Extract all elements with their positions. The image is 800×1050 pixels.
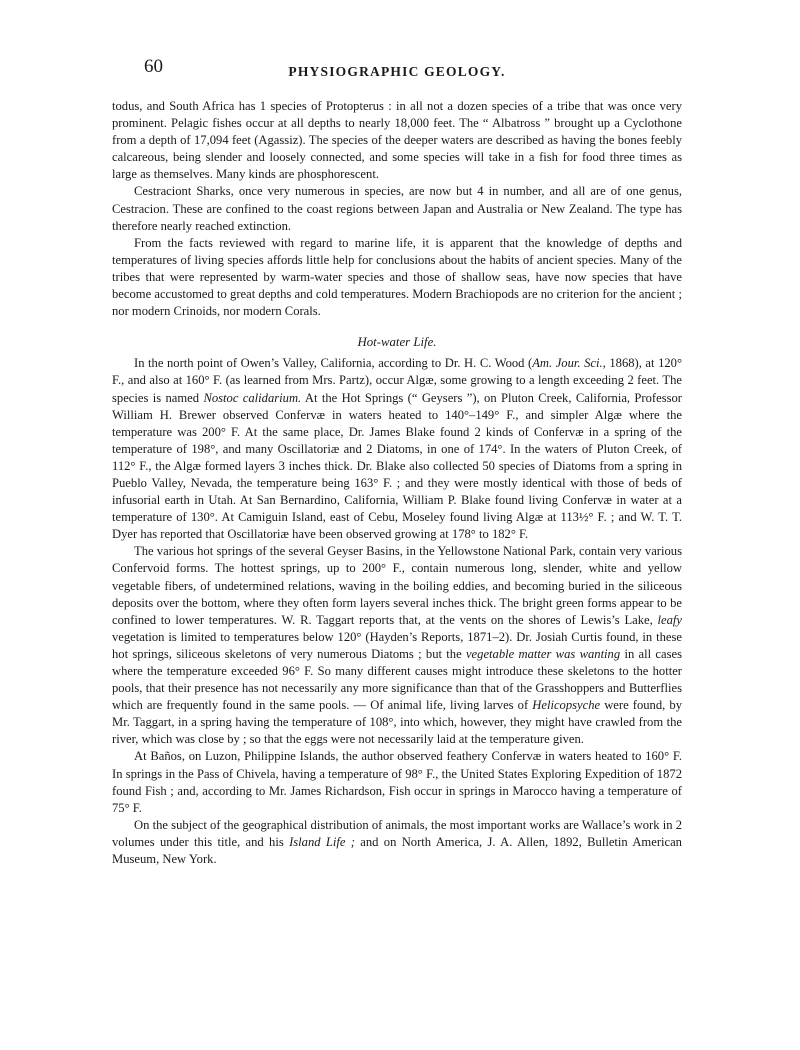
page [112, 56, 682, 868]
paragraph-5-text-c: in all cases where the temperature exceeded 96° F. So many different causes might introduce these skeletons to the hotter pools, that their presence has not necessarily any more significance than that of the Grasshoppers and Butterflies which are frequently found in the same pools. — Of animal life, living larves of [112, 646, 682, 713]
paragraph-5-emphasis-vegetable: vegetable matter was wanting [465, 646, 621, 661]
paragraph-4-text-b: , 1868), at 120° F., and also at 160° F. (as learned from Mrs. Partz), occur Algæ, some growing to a length exceeding 2 feet. The species is named [112, 356, 683, 405]
paragraph-7 [112, 817, 682, 868]
body-text [112, 98, 682, 868]
section-heading: Hot-water Life. [357, 335, 437, 350]
page-number: 60 [144, 56, 163, 77]
paragraph-4-species-name: Nostoc calidarium. [203, 390, 302, 405]
paragraph-5-text-b: vegetation is limited to temperatures below 120° (Hayden’s Reports, 1871–2). Dr. Josiah Curtis found, in these hot springs, siliceous skeletons of very numerous Diatoms ; but the [112, 629, 682, 661]
paragraph-7-text-b: and on North America, J. A. Allen, 1892, Bulletin American Museum, New York. [112, 834, 682, 867]
paragraph-5-text-a: The various hot springs of the several Geyser Basins, in the Yellowstone National Park, contain very various Confervoid forms. The hottest springs, up to 200° F., contain numerous long, slender, white and yellow vegetable fibers, of undetermined relations, waving in the boiling eddies, and becoming buried in the siliceous deposits over the bottom, where they often form layers several inches thick. The bright green forms appear to be confined to lower temperatures. W. R. Taggart reports that, at the vents on the shores of Lewis’s Lake, [112, 544, 682, 627]
paragraph-7-text-a: On the subject of the geographical distribution of animals, the most important works are Wallace’s work in 2 volumes under this title, and his [112, 817, 682, 849]
paragraph-5-text-d: were found, by Mr. Taggart, in a spring having the temperature of 108°, into which, however, they might have crawled from the river, which was close by ; so that the eggs were not necessarily laid at the temperature given. [112, 698, 682, 747]
paragraph-1: todus, and South Africa has 1 species of Protopterus : in all not a dozen species of a tribe that was once very prominent. Pelagic fishes occur at all depths to nearly 18,000 feet. The “ Albatross ” brought up a Cyclothone from a depth of 17,094 feet (Agassiz). The species of the deeper waters are described as having the bones feebly calcareous, being slender and loosely connected, and some species will take in a fish for food three times as large as themselves. Many kinds are phosphorescent. [112, 99, 682, 182]
paragraph-6: At Baños, on Luzon, Philippine Islands, the author observed feathery Confervæ in waters heated to 160° F. In springs in the Pass of Chivela, having a temperature of 98° F., the United States Exploring Expedition of 1872 found Fish ; and, according to Mr. James Richardson, Fish occur in springs in Marocco having a temperature of 75° F. [112, 749, 682, 815]
running-head [112, 56, 682, 84]
paragraph-2: Cestraciont Sharks, once very numerous in species, are now but 4 in number, and all are of one genus, Cestracion. These are confined to the coast regions between Japan and Australia or New Zealand. The type has therefore nearly reached extinction. [112, 184, 682, 233]
header-title: PHYSIOGRAPHIC GEOLOGY. [288, 64, 506, 79]
paragraph-4-text-c: At the Hot Springs (“ Geysers ”), on Pluton Creek, California, Professor William H. Brewer observed Confervæ in waters heated to 140°–149° F., and simpler Algæ where the temperature was 200° F. At the same place, Dr. James Blake found 2 kinds of Confervæ in a spring of the temperature of 198°, and many Oscillatoriæ and 2 Diatoms, in one of 174°. In the waters of Pluton Creek, of 112° F., the Algæ formed layers 3 inches thick. Dr. Blake also collected 50 species of Diatoms from a spring in Pueblo Valley, Nevada, the temperature being 163° F. ; and they were mostly identical with those of beds of infusorial earth in Utah. At San Bernardino, California, William P. Blake found living Confervæ in water at a temperature of 130°. At Camiguin Island, east of Cebu, Moseley found living Algæ at 113½° F. ; and W. T. T. Dyer has reported that Oscillatoriæ have been observed growing at 178° to 182° F. [112, 390, 682, 542]
paragraph-5-emphasis-leafy: leafy [657, 612, 682, 627]
paragraph-4 [112, 355, 682, 543]
paragraph-4-text-a: In the north point of Owen’s Valley, California, according to Dr. H. C. Wood ( [134, 356, 533, 371]
paragraph-5 [112, 543, 682, 748]
paragraph-5-genus-name: Helicopsyche [532, 698, 601, 713]
paragraph-3: From the facts reviewed with regard to marine life, it is apparent that the knowledge of depths and temperatures of living species affords little help for conclusions about the habits of ancient species. Many of the tribes that were represented by warm-water species and those of shallow seas, have now species that have become accustomed to great depths and cold temperatures. Modern Brachiopods are no criterion for the ancient ; nor modern Crinoids, nor modern Corals. [112, 235, 682, 319]
paragraph-4-citation: Am. Jour. Sci. [532, 356, 603, 371]
paragraph-7-book-title: Island Life ; [289, 834, 355, 849]
